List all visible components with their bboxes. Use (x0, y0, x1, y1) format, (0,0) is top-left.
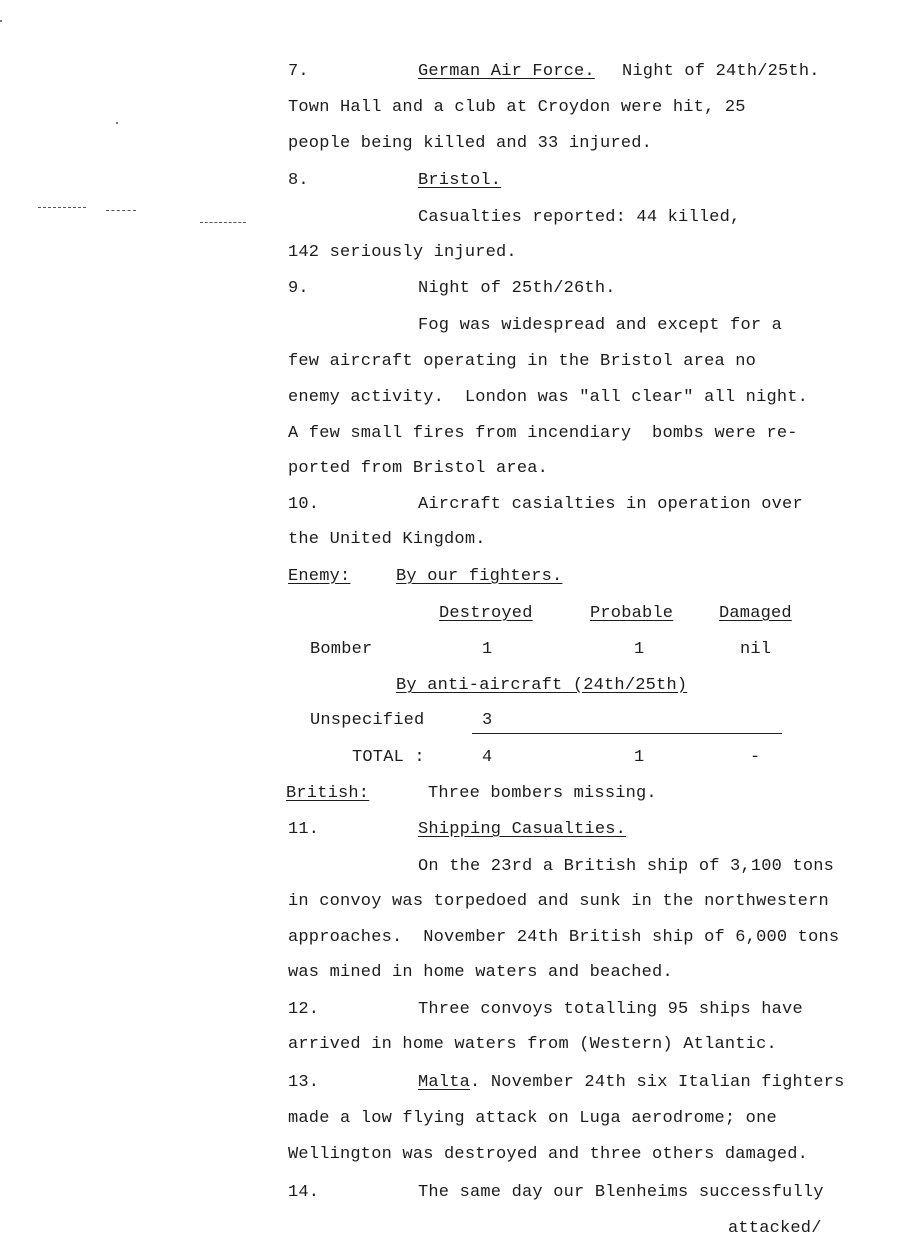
para-9-heading: Night of 25th/26th. (418, 279, 616, 298)
table-row-unspecified-label: Unspecified (310, 711, 425, 730)
para-13-line-2: made a low flying attack on Luga aerodrome; one (288, 1109, 777, 1128)
para-8-heading: Bristol. (418, 171, 502, 190)
british-text: Three bombers missing. (428, 784, 657, 803)
para-7-number: 7. (288, 62, 309, 81)
para-13-heading-rest: . November 24th six Italian fighters (470, 1073, 845, 1092)
para-13-line-3: Wellington was destroyed and three others damaged. (288, 1145, 809, 1164)
table-cell-unspecified-destroyed: 3 (482, 711, 493, 730)
para-12-line-2: arrived in home waters from (Western) Atlantic. (288, 1035, 777, 1054)
margin-dash-3 (200, 222, 246, 223)
para-11-line-3: in convoy was torpedoed and sunk in the northwestern (288, 892, 829, 911)
para-13-heading: Malta (418, 1073, 471, 1092)
para-11-heading: Shipping Casualties. (418, 820, 627, 839)
enemy-label: Enemy: (288, 567, 351, 586)
para-10-line-1: Aircraft casialties in operation over (418, 495, 803, 514)
table-cell-bomber-destroyed: 1 (482, 640, 493, 659)
para-7-heading-rest: Night of 24th/25th. (622, 62, 820, 81)
para-7-line-3: people being killed and 33 injured. (288, 134, 653, 153)
catchword: attacked/ (728, 1219, 822, 1238)
para-11-line-5: was mined in home waters and beached. (288, 963, 673, 982)
margin-dash-1 (38, 207, 86, 208)
para-13-number: 13. (288, 1073, 320, 1092)
para-9-line-3: few aircraft operating in the Bristol area no (288, 352, 757, 371)
para-11-number: 11. (288, 820, 320, 839)
para-13-line-1 (418, 1073, 844, 1093)
para-10-number: 10. (288, 495, 320, 514)
para-7-line-2: Town Hall and a club at Croydon were hit, 25 (288, 98, 746, 117)
para-8-line-2: Casualties reported: 44 killed, (418, 208, 741, 227)
para-14-line-1: The same day our Blenheims successfully (418, 1183, 824, 1202)
table-cell-bomber-probable: 1 (634, 640, 645, 659)
para-9-line-4: enemy activity. London was "all clear" all night. (288, 388, 809, 407)
table-row-total-label: TOTAL : (352, 748, 425, 767)
para-9-line-5: A few small fires from incendiary bombs were re- (288, 424, 798, 443)
margin-speck (116, 122, 118, 124)
british-label: British: (286, 784, 370, 803)
para-9-number: 9. (288, 279, 309, 298)
para-12-number: 12. (288, 1000, 320, 1019)
table-row-bomber-label: Bomber (310, 640, 373, 659)
table-cell-total-damaged: - (750, 748, 761, 767)
para-7-heading: German Air Force. (418, 62, 595, 81)
para-14-number: 14. (288, 1183, 320, 1202)
para-9-line-6: ported from Bristol area. (288, 459, 549, 478)
para-9-line-2: Fog was widespread and except for a (418, 316, 783, 335)
para-10-line-2: the United Kingdom. (288, 530, 486, 549)
table-header-destroyed: Destroyed (439, 604, 533, 623)
para-11-line-4: approaches. November 24th British ship of 6,000 tons (288, 928, 840, 947)
para-8-number: 8. (288, 171, 309, 190)
table-total-rule (472, 733, 782, 734)
table-header-damaged: Damaged (719, 604, 792, 623)
edge-speck (0, 20, 2, 22)
para-11-line-2: On the 23rd a British ship of 3,100 tons (418, 857, 835, 876)
para-12-line-1: Three convoys totalling 95 ships have (418, 1000, 803, 1019)
table-cell-bomber-damaged: nil (740, 640, 772, 659)
table-cell-total-probable: 1 (634, 748, 645, 767)
table-header-probable: Probable (590, 604, 674, 623)
para-8-line-3: 142 seriously injured. (288, 243, 517, 262)
table-cell-total-destroyed: 4 (482, 748, 493, 767)
anti-aircraft-heading: By anti-aircraft (24th/25th) (396, 676, 688, 695)
margin-dash-2 (106, 210, 136, 211)
by-fighters-heading: By our fighters. (396, 567, 563, 586)
